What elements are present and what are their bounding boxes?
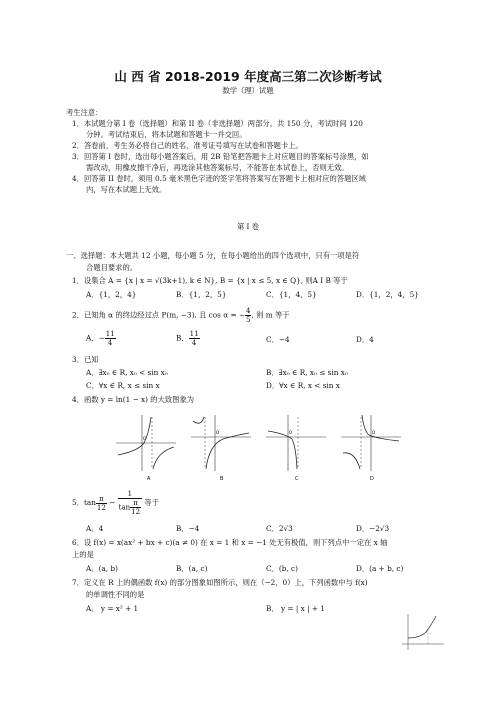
notice-line: 4．回答第 II 卷时，须用 0.5 毫米黑色字迹的签字笔将答案写在答题卡上相对应的答题区域 xyxy=(72,174,366,183)
q6-stem-cont: 上的是 xyxy=(72,550,94,559)
q3-option-d: D．∀x ∈ R, x < sin x xyxy=(266,381,340,390)
q2-stem: 2．已知角 α 的终边经过点 P(m, −3), 且 cos α = − $\frac{4}{5}$ , 则 m 等于 xyxy=(72,307,290,324)
svg-text:O: O xyxy=(143,436,147,441)
q6-stem: 6．设 f(x) = x(ax² + bx + c)(a ≠ 0) 在 x = 1 和 x = −1 处无有极值，则下列点中一定在 x 轴 xyxy=(72,538,388,547)
q7-stem-cont: 的单调性不同的是 xyxy=(86,590,145,599)
graph-label-c: C xyxy=(295,476,299,482)
q4-graph-figure xyxy=(112,407,402,483)
q7-option-b: B． y = | x | + 1 xyxy=(266,604,325,613)
section-intro: 一、选择题：本大题共 12 小题，每小题 5 分，在每小题给出的四个选项中，只有一项是符 xyxy=(66,251,360,260)
q6-option-d: D．(a + b, c) xyxy=(356,564,404,573)
q3-option-a: A．∃x₀ ∈ R, x₀ < sin x₀ xyxy=(86,368,168,377)
q6-option-a: A．(a, b) xyxy=(86,564,118,573)
exam-subtitle: 数学（理）试题 xyxy=(222,86,274,95)
q7-stem: 7．定义在 R 上的偶函数 f(x) 的部分图象如图所示，则在（−2，0）上，下列函数中与 f(x) xyxy=(72,578,368,587)
q3-option-b: B．∃x₀ ∈ R, x₀ ≤ sin x₀ xyxy=(266,368,348,377)
notice-line: 内，写在本试题上无效。 xyxy=(86,185,167,194)
section-title: 第 I 卷 xyxy=(236,222,260,231)
q5-fraction-1: $\frac{\pi}{12}$ xyxy=(96,494,106,512)
graph-label-d: D xyxy=(370,476,374,482)
q6-option-b: B．(a, c) xyxy=(176,564,208,573)
graph-c xyxy=(266,415,326,482)
q2-option-a: A．− $\frac{11}{4}$ xyxy=(86,330,115,347)
q2-fraction: $\frac{4}{5}$ xyxy=(246,307,251,324)
q5-option-c: C．2√3 xyxy=(266,524,293,533)
section-intro: 合题目要求的。 xyxy=(86,263,138,272)
exam-title: 山 西 省 2018-2019 年度高三第二次诊断考试 xyxy=(114,69,382,84)
q1-stem: 1．设集合 A = {x | x = √(3k+1), k ∈ N}, B = {x | x ≤ 5, x ∈ Q}, 则A I B 等于 xyxy=(72,276,348,285)
graph-d xyxy=(341,415,401,482)
notice-line: 3．回答第 I 卷时，选出每小题答案后，用 2B 铅笔把答题卡上对应题目的答案标号涂黑，如 xyxy=(72,152,369,161)
notice-line: 2．答卷前，考生务必将自己的姓名、准考证号填写在试卷和答题卡上。 xyxy=(72,141,303,150)
graph-label-a: A xyxy=(147,476,151,482)
notice-line: 需改动，用橡皮擦干净后，再选涂其他答案标号，不能答在本试卷上，否则无效。 xyxy=(86,163,349,172)
graph-label-b: B xyxy=(220,476,224,482)
q1-option-d: D．{1，2，4，5} xyxy=(356,290,419,299)
notice-line: 1．本试题分第 I 卷（选择题）和第 II 卷（非选择题）两部分。共 150 分，考试时间 120 xyxy=(72,119,363,128)
q1-option-a: A．{1，2，4} xyxy=(86,290,137,299)
graph-a xyxy=(116,415,176,482)
q5-stem: 5．tan $\frac{\pi}{12}$ − 1 tan $\frac{\pi}{12}$ 等于 xyxy=(72,490,159,516)
q5-option-b: B．−4 xyxy=(176,524,200,533)
q3-stem: 3．已知 xyxy=(72,355,99,364)
notice-line: 分钟。考试结束后，将本试题和答题卡一并交回。 xyxy=(86,130,247,139)
q2-option-c: C．−4 xyxy=(266,335,290,344)
svg-text:O: O xyxy=(372,430,376,435)
q2-option-d: D．4 xyxy=(356,335,374,344)
graph-b xyxy=(191,415,251,482)
q5-option-d: D．−2√3 xyxy=(356,524,390,533)
q5-fraction-2: 1 tan $\frac{\pi}{12}$ xyxy=(118,490,141,516)
q7-option-a: A． y = x² + 1 xyxy=(86,604,139,613)
q7-graph xyxy=(400,612,446,652)
q2-option-b: B． $\frac{11}{4}$ xyxy=(176,330,199,347)
svg-text:O: O xyxy=(216,430,220,435)
q3-option-c: C．∀x ∈ R, x ≤ sin x xyxy=(86,381,160,390)
notice-heading: 考生注意： xyxy=(66,108,103,117)
q6-option-c: C．(b, c) xyxy=(266,564,298,573)
svg-text:O: O xyxy=(289,430,293,435)
q1-option-c: C．{1，4，5} xyxy=(266,290,317,299)
q4-stem: 4．函数 y = ln(1 − x) 的大致图象为 xyxy=(72,395,195,404)
q1-option-b: B．{1，2，5} xyxy=(176,290,227,299)
q5-option-a: A．4 xyxy=(86,524,104,533)
